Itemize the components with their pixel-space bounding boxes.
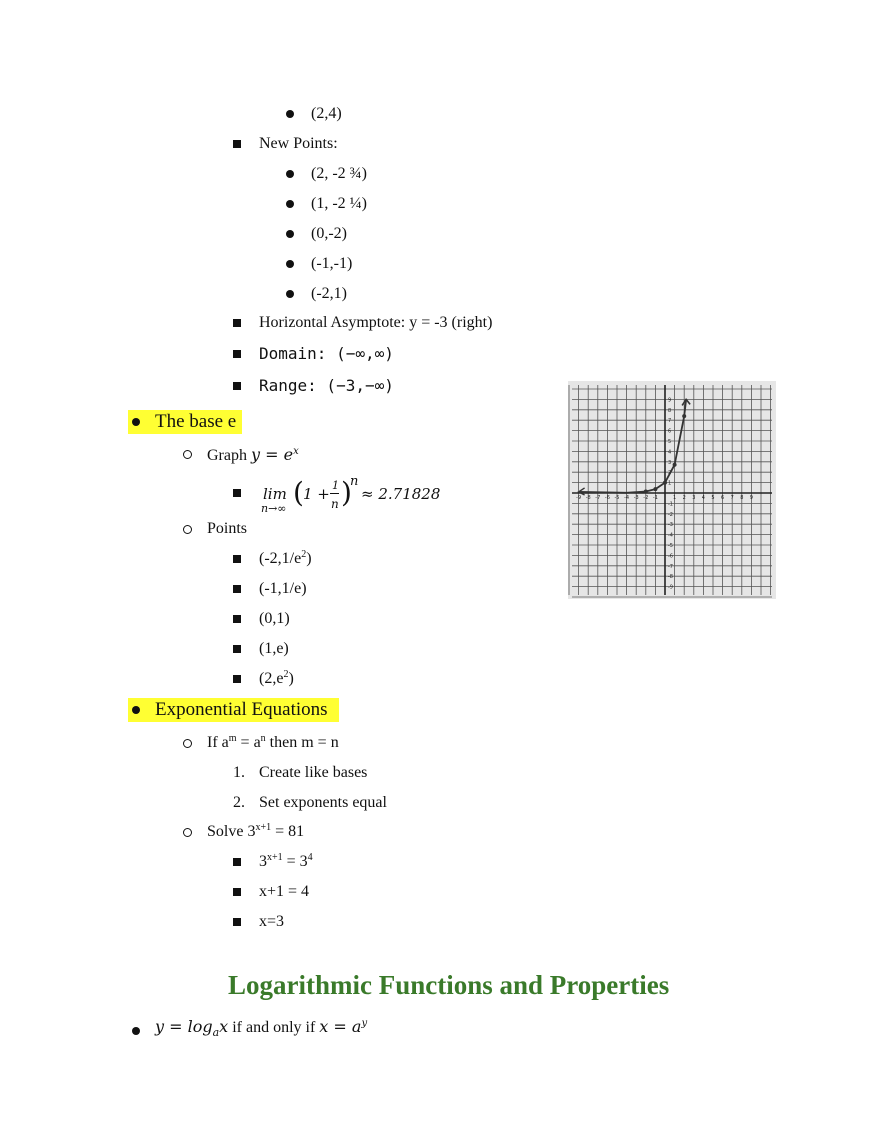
paren-open: ( — [293, 476, 304, 509]
range-text: Range: (−3,−∞) — [259, 376, 394, 395]
bullet-dot — [286, 110, 294, 118]
bullet-square — [233, 489, 241, 497]
step-part: 3 — [259, 853, 267, 870]
bullet-dot — [286, 200, 294, 208]
bullet-square — [233, 319, 241, 327]
plotted-point — [644, 490, 648, 494]
y-tick-label: -1 — [668, 501, 673, 508]
step-number: 1. — [233, 764, 245, 781]
log-eq-part: y = log — [155, 1017, 213, 1036]
step-2: Set exponents equal — [259, 794, 387, 811]
limit-value: ≈ 2.71828 — [361, 485, 441, 503]
bullet-circle — [183, 525, 192, 534]
solve-line — [207, 822, 304, 842]
e-point: (1,e) — [259, 640, 289, 657]
section-heading: Logarithmic Functions and Properties — [228, 970, 670, 1000]
e-point-sup: 2 — [283, 669, 289, 680]
graph-eq-base: y = e — [250, 445, 294, 464]
solve-part: = 81 — [271, 823, 305, 840]
y-tick-label: -5 — [668, 543, 673, 549]
y-tick-label: -7 — [668, 563, 673, 570]
exponential-graph-image — [568, 381, 776, 599]
bullet-square — [233, 140, 241, 148]
solve-step: x+1 = 4 — [259, 883, 310, 900]
limit-exp: n — [350, 474, 359, 489]
e-point-tail: ) — [306, 550, 312, 567]
graph-eq-sup: x — [293, 446, 299, 457]
step-sup: 4 — [307, 852, 313, 863]
x-tick-label: -8 — [585, 495, 591, 502]
y-tick-label: 4 — [668, 449, 672, 456]
exp-rule — [207, 733, 339, 753]
solve-sup: x+1 — [255, 822, 272, 833]
x-tick-label: 8 — [740, 495, 744, 502]
limit-frac-den: n — [331, 497, 339, 511]
horizontal-asymptote: Horizontal Asymptote: y = -3 (right) — [259, 314, 493, 331]
x-tick-label: -5 — [614, 495, 620, 502]
plotted-point — [673, 463, 677, 467]
step-part: = 3 — [282, 853, 308, 870]
bullet-square — [233, 615, 241, 623]
log-definition — [155, 1017, 367, 1043]
bullet-square — [233, 555, 241, 563]
x-tick-label: 6 — [721, 495, 725, 502]
new-point: (-2,1) — [311, 285, 347, 302]
log-eq-1 — [155, 1017, 229, 1040]
bullet-square — [233, 858, 241, 866]
bullet-square — [233, 645, 241, 653]
solve-step — [259, 852, 313, 872]
e-point-tail: ) — [288, 670, 294, 687]
y-tick-label: 1 — [668, 480, 672, 487]
bullet-circle — [183, 828, 192, 837]
y-tick-label: -3 — [668, 522, 673, 529]
section-title-exponential-equations: Exponential Equations — [155, 699, 328, 720]
limit-sub: n→∞ — [261, 502, 287, 515]
new-point: (1, -2 ¼) — [311, 195, 367, 212]
x-tick-label: 5 — [711, 495, 715, 502]
e-point-base: (2,e — [259, 670, 284, 687]
y-tick-label: 5 — [668, 439, 672, 445]
points-label: Points — [207, 520, 248, 537]
new-point: (-1,-1) — [311, 255, 353, 272]
bullet-dot — [132, 1027, 140, 1035]
x-tick-label: -7 — [595, 495, 601, 502]
x-tick-label: 9 — [749, 495, 753, 502]
e-point — [259, 669, 294, 689]
bullet-dot — [286, 170, 294, 178]
bullet-circle — [183, 739, 192, 748]
step-sup: x+1 — [267, 852, 283, 863]
new-points-label: New Points: — [259, 135, 338, 152]
new-point: (2, -2 ¾) — [311, 165, 367, 182]
e-point — [259, 549, 312, 569]
new-point: (0,-2) — [311, 225, 347, 242]
log-eq-part: x = a — [319, 1017, 362, 1036]
bullet-square — [233, 585, 241, 593]
e-point: (0,1) — [259, 610, 290, 627]
y-tick-label: 3 — [668, 459, 672, 466]
rule-part: then m = n — [265, 734, 339, 751]
rule-sup-m: m — [228, 733, 237, 744]
limit-frac-num: 1 — [332, 479, 339, 492]
log-eq-sup: y — [361, 1018, 368, 1029]
plotted-point — [682, 414, 686, 418]
y-tick-label: 2 — [668, 470, 672, 477]
x-tick-label: -3 — [633, 495, 639, 502]
log-eq-sub: a — [212, 1026, 220, 1040]
limit-one: 1 + — [303, 485, 330, 503]
x-tick-label: 7 — [730, 495, 734, 502]
step-number: 2. — [233, 794, 245, 811]
section-title-base-e: The base e — [155, 411, 237, 432]
bullet-square — [233, 675, 241, 683]
paren-close: ) — [341, 476, 352, 509]
graph-label — [207, 445, 299, 466]
x-tick-label: -4 — [624, 495, 630, 502]
limit-lim: lim — [263, 485, 287, 503]
e-point: (-1,1/e) — [259, 580, 307, 597]
bullet-dot — [286, 290, 294, 298]
y-tick-label: 6 — [668, 428, 672, 435]
graph-prefix: Graph — [207, 447, 247, 464]
domain-text: Domain: (−∞,∞) — [259, 344, 394, 363]
solve-step: x=3 — [259, 913, 285, 930]
y-tick-label: -2 — [668, 511, 673, 518]
x-tick-label: -9 — [576, 495, 582, 502]
graph-equation — [251, 445, 299, 464]
x-tick-label: 1 — [673, 495, 677, 502]
bullet-dot — [132, 418, 140, 426]
log-eq-2 — [319, 1017, 367, 1036]
log-mid: if and only if — [228, 1019, 320, 1036]
x-tick-label: -1 — [652, 495, 658, 502]
prev-point: (2,4) — [311, 105, 342, 122]
plotted-point — [663, 481, 667, 485]
bullet-square — [233, 918, 241, 926]
y-tick-label: 9 — [668, 397, 672, 404]
bullet-circle — [183, 450, 192, 459]
x-tick-label: 4 — [701, 495, 705, 502]
log-eq-part: x — [219, 1017, 229, 1036]
solve-part: Solve 3 — [207, 823, 256, 840]
bullet-dot — [286, 230, 294, 238]
rule-sup-n: n — [260, 733, 266, 744]
bullet-dot — [132, 706, 140, 714]
y-tick-label: -8 — [668, 574, 673, 581]
rule-part: = a — [236, 734, 261, 751]
x-tick-label: -2 — [643, 495, 649, 502]
y-tick-label: -9 — [668, 584, 673, 591]
y-tick-label: -6 — [668, 553, 673, 560]
y-tick-label: 7 — [668, 418, 672, 425]
e-point-sup: 2 — [301, 549, 307, 560]
x-tick-label: -6 — [604, 495, 610, 502]
rule-part: If a — [207, 734, 229, 751]
bullet-square — [233, 350, 241, 358]
plotted-point — [653, 487, 657, 491]
bullet-dot — [286, 260, 294, 268]
x-tick-label: 2 — [682, 495, 686, 502]
e-point-base: (-2,1/e — [259, 550, 302, 567]
step-1: Create like bases — [259, 764, 368, 781]
y-tick-label: -4 — [668, 532, 673, 539]
bullet-square — [233, 888, 241, 896]
y-tick-label: 8 — [668, 407, 672, 414]
x-tick-label: 3 — [692, 495, 696, 502]
bullet-square — [233, 382, 241, 390]
